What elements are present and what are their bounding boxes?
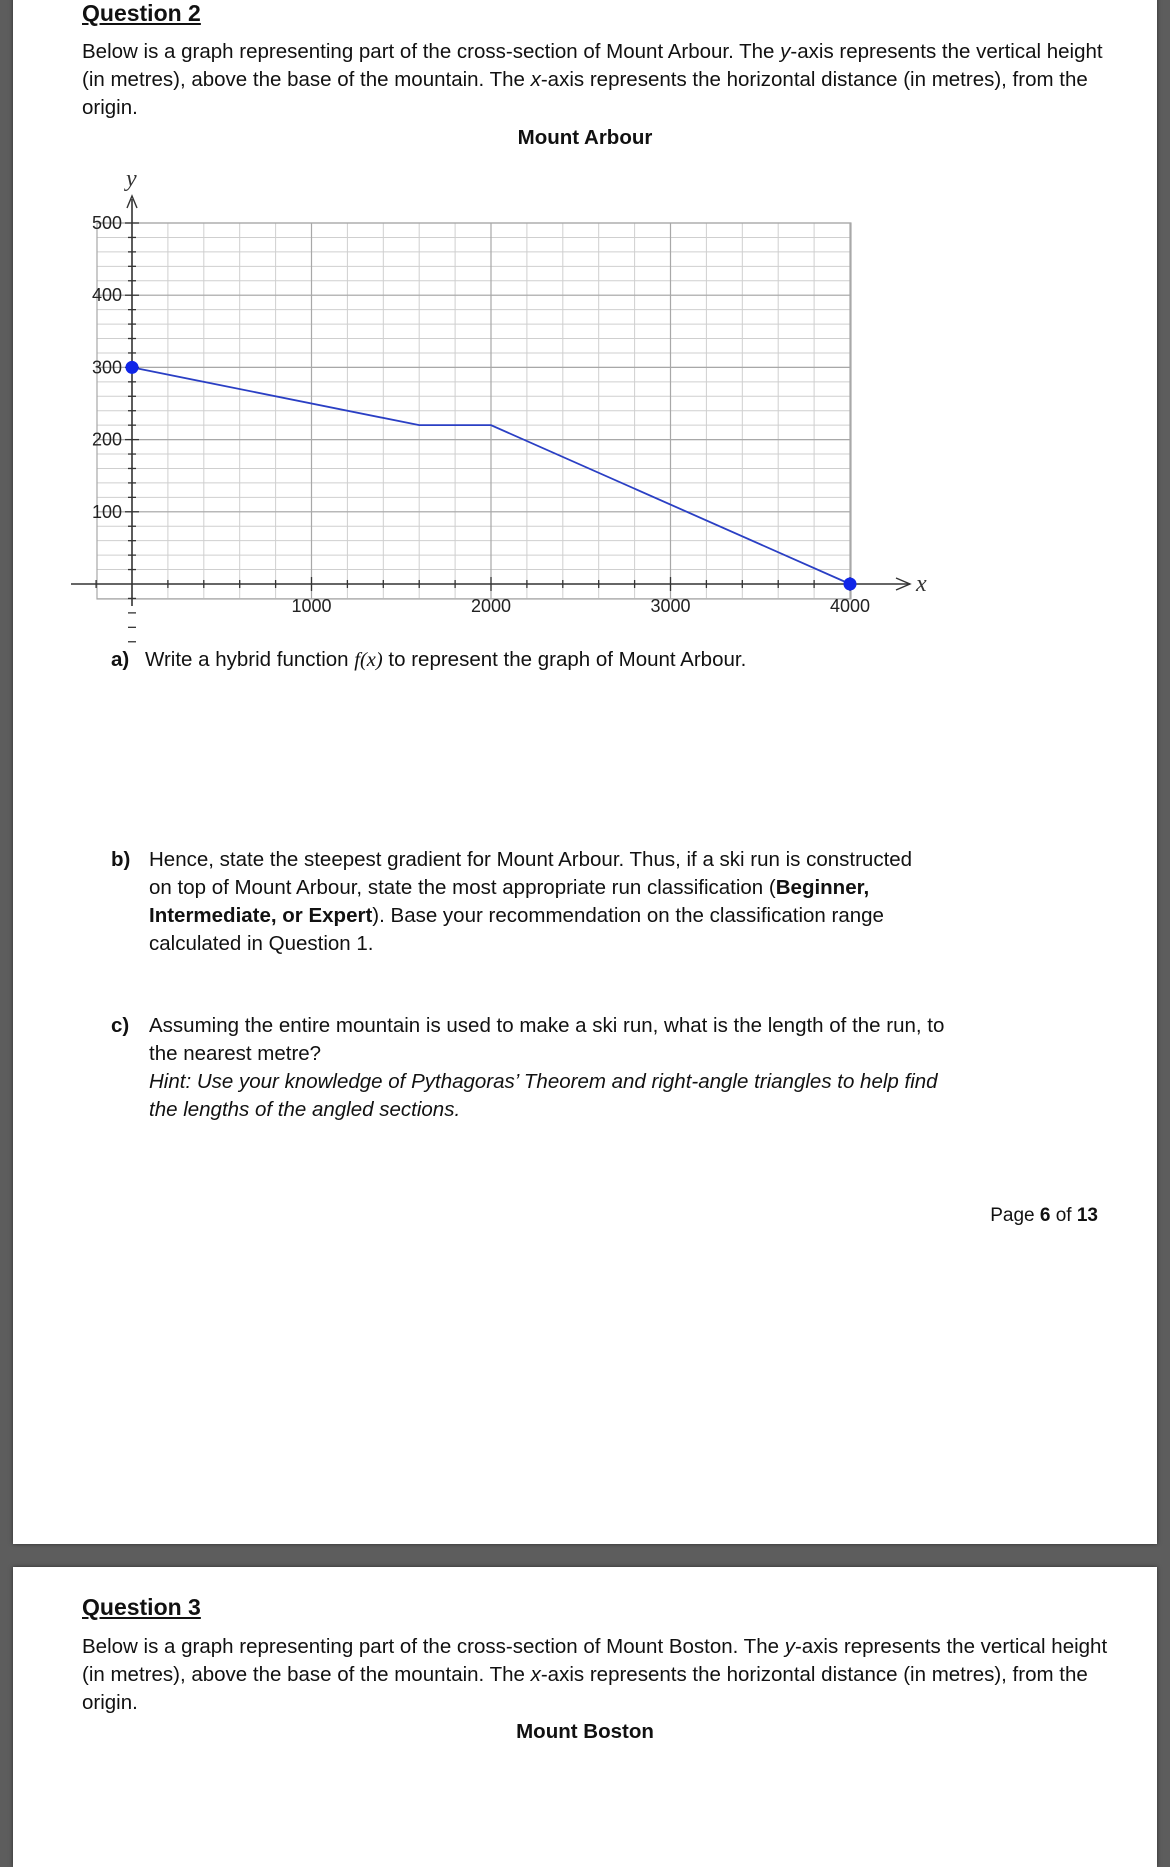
- intro-y-var: y: [780, 40, 791, 63]
- part-b-text-2: ). Base your recommendation on the classification range calculated in Question 1.: [149, 904, 884, 955]
- x-tick-label: 4000: [829, 596, 871, 616]
- y-tick-label: 100: [91, 501, 122, 522]
- page-7: [13, 1567, 1157, 1867]
- y-tick-label: 200: [91, 429, 122, 450]
- intro-y-var: y: [784, 1635, 795, 1658]
- tick-labels: [92, 166, 927, 616]
- page-prefix: Page: [990, 1205, 1040, 1226]
- page-total: 13: [1076, 1205, 1098, 1226]
- part-a-label: a): [111, 648, 130, 671]
- part-b-text: [149, 846, 939, 958]
- y-tick-label: 300: [91, 357, 122, 378]
- part-b-classifications: Beginner, Intermediate, or Expert: [149, 876, 870, 927]
- y-tick-label: 400: [91, 285, 122, 306]
- question-3-intro: [82, 1633, 1112, 1717]
- x-tick-label: 2000: [470, 596, 512, 616]
- part-a-text: [145, 646, 746, 674]
- part-a-text-2: to represent the graph of Mount Arbour.: [382, 648, 747, 671]
- intro-text: -axis represents the horizontal distance (in metres), from the origin.: [82, 1663, 1088, 1714]
- page-6: [13, 0, 1157, 1544]
- y-axis-label: y: [126, 166, 137, 192]
- endpoint-dot: [844, 578, 857, 591]
- intro-text: -axis represents the horizontal distance (in metres), from the origin.: [82, 68, 1088, 119]
- page-number: [990, 1205, 1098, 1227]
- question-2-title: Question 2: [82, 0, 201, 26]
- chart-title: Mount Arbour: [517, 126, 653, 149]
- page-sep: of: [1050, 1205, 1077, 1226]
- mount-boston-title: Mount Boston: [516, 1720, 654, 1743]
- part-b-label: b): [111, 848, 131, 871]
- question-3-title: Question 3: [82, 1594, 201, 1620]
- mount-arbour-chart: [13, 0, 1157, 736]
- part-c-text: [149, 1012, 954, 1124]
- intro-x-var: x: [530, 1663, 541, 1686]
- part-c-question: Assuming the entire mountain is used to make a ski run, what is the length of the run, to the nearest metre?: [149, 1014, 945, 1065]
- fx-notation: f(x): [354, 649, 383, 671]
- y-tick-label: 500: [91, 213, 122, 233]
- intro-text: -axis represents the vertical height (in metres), above the base of the mountain. The: [82, 40, 1103, 91]
- part-a-text-1: Write a hybrid function: [145, 648, 355, 671]
- intro-text: Below is a graph representing part of the cross-section of Mount Arbour. The: [82, 40, 781, 63]
- page-current: 6: [1039, 1205, 1051, 1226]
- part-c-hint: Hint: Use your knowledge of Pythagoras’ Theorem and right-angle triangles to help find the lengths of the angled sections.: [149, 1070, 938, 1121]
- endpoint-dot: [126, 361, 139, 374]
- intro-x-var: x: [530, 68, 541, 91]
- x-tick-label: 3000: [650, 596, 691, 616]
- part-b-text-1: Hence, state the steepest gradient for Mount Arbour. Thus, if a ski run is constructed on top of Mount Arbour, state the most appropriate run classification (: [149, 848, 913, 899]
- grid: [97, 223, 851, 599]
- x-axis-label: x: [916, 571, 927, 597]
- intro-text: Below is a graph representing part of the cross-section of Mount Boston. The: [82, 1635, 785, 1658]
- part-c-label: c): [111, 1014, 130, 1037]
- intro-text: -axis represents the vertical height (in metres), above the base of the mountain. The: [82, 1635, 1108, 1686]
- x-tick-label: 1000: [291, 596, 332, 616]
